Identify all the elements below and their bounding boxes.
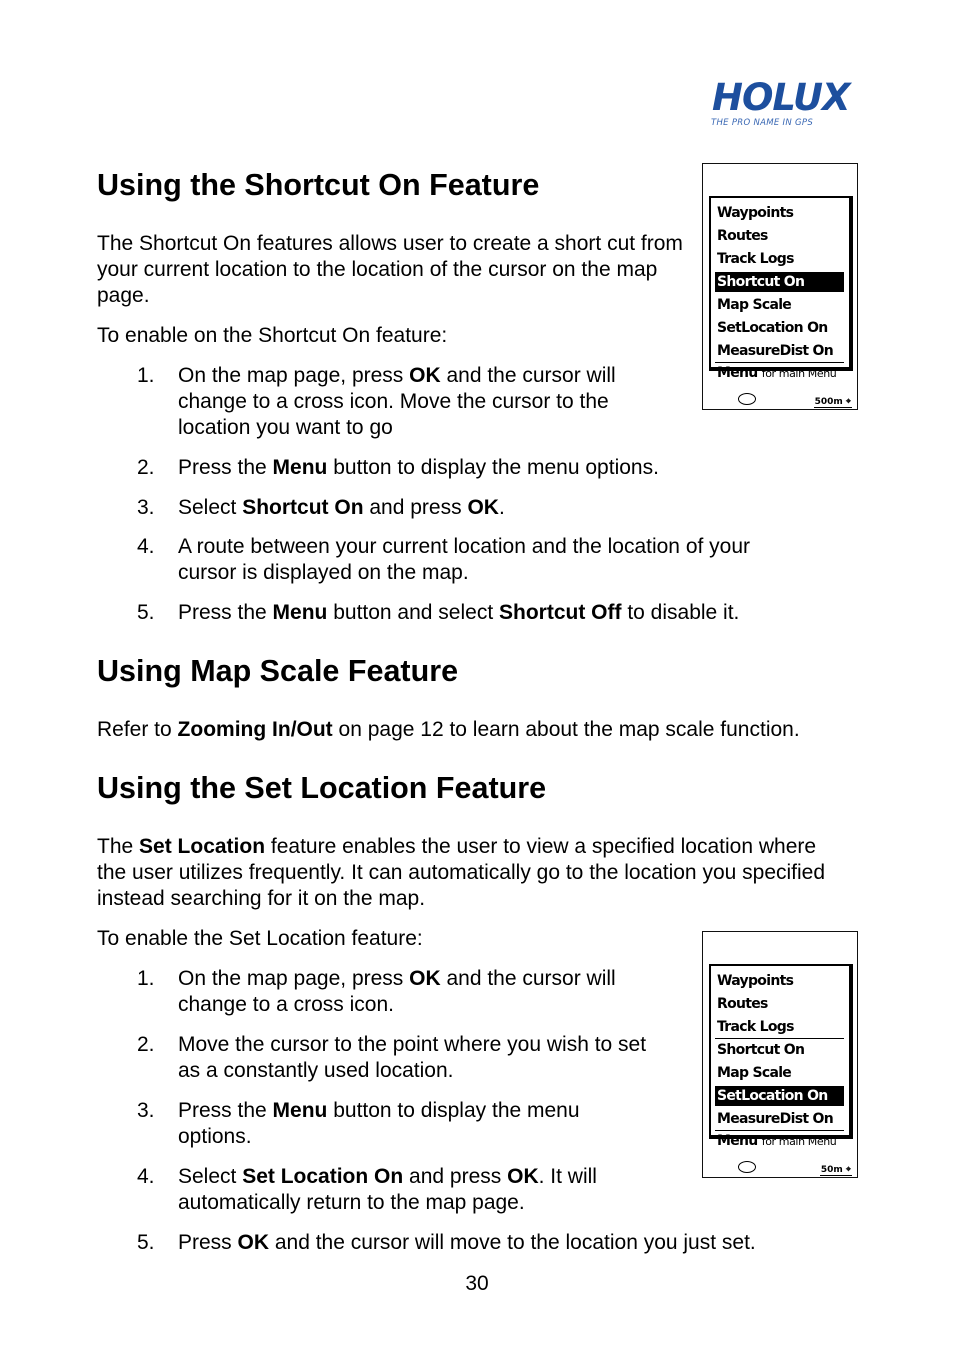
heading-set-location: Using the Set Location Feature <box>97 771 547 805</box>
menu-item: Map Scale <box>717 297 792 313</box>
menu-item: MeasureDist On <box>717 1111 833 1127</box>
list-text: On the map page, press OK and the cursor will change to a cross icon. Move the cursor to the location you want to go <box>178 364 616 439</box>
gps-menu-screenshot-shortcut <box>702 163 858 410</box>
compass-icon <box>738 1161 756 1173</box>
list-text: A route between your current location and the location of your cursor is displayed on the map. <box>178 535 751 584</box>
menu-item: Routes <box>717 228 768 244</box>
list-number: 3. <box>137 1099 155 1122</box>
list-number: 2. <box>137 1033 155 1056</box>
shortcut-enable-text: To enable on the Shortcut On feature: <box>97 324 448 347</box>
logo-tagline: THE PRO NAME IN GPS <box>711 118 814 128</box>
page-number: 30 <box>465 1272 489 1295</box>
menu-item-selected: SetLocation On <box>715 1086 844 1106</box>
set-location-enable-text: To enable the Set Location feature: <box>97 927 423 950</box>
heading-shortcut-on: Using the Shortcut On Feature <box>97 168 540 202</box>
list-number: 2. <box>137 456 155 479</box>
menu-item-selected: Shortcut On <box>715 272 844 292</box>
menu-divider <box>715 1038 844 1039</box>
list-text: Move the cursor to the point where you wish to set as a constantly used location. <box>178 1033 647 1082</box>
map-scale-indicator: 500m ⌖ <box>814 397 851 407</box>
gps-screen <box>709 964 853 1149</box>
logo-wordmark: HOLUX <box>712 76 850 119</box>
list-text: Select Shortcut On and press OK. <box>178 496 505 519</box>
map-scale-body: Refer to Zooming In/Out on page 12 to learn about the map scale function. <box>97 718 800 741</box>
holux-logo <box>706 74 850 138</box>
menu-item: Routes <box>717 996 768 1012</box>
list-number: 1. <box>137 364 155 387</box>
list-number: 3. <box>137 496 155 519</box>
shortcut-intro: The Shortcut On features allows user to create a short cut from your current location to the location of the cursor on the map page. <box>97 232 683 307</box>
list-number: 5. <box>137 1231 155 1254</box>
gps-menu-screenshot-setlocation <box>702 931 858 1178</box>
menu-item: Waypoints <box>717 205 794 221</box>
menu-item: SetLocation On <box>717 320 828 336</box>
menu-item: MeasureDist On <box>717 343 833 359</box>
compass-icon <box>738 393 756 405</box>
list-text: On the map page, press OK and the cursor will change to a cross icon. <box>178 967 616 1016</box>
heading-map-scale: Using Map Scale Feature <box>97 654 459 688</box>
menu-footer: Menu for main Menu <box>717 365 837 381</box>
set-location-intro: The Set Location feature enables the user to view a specified location where the user utilizes frequently. It can automatically go to the location you specified instead searching for it on the map. <box>97 835 826 910</box>
map-scale-indicator: 50m ⌖ <box>820 1165 851 1175</box>
menu-item: Map Scale <box>717 1065 792 1081</box>
menu-item: Track Logs <box>717 251 794 267</box>
list-text: Press the Menu button and select Shortcut Off to disable it. <box>178 601 740 624</box>
list-text: Press the Menu button to display the menu options. <box>178 1099 580 1148</box>
list-text: Press the Menu button to display the menu options. <box>178 456 659 479</box>
menu-footer: Menu for main Menu <box>717 1133 837 1149</box>
list-number: 4. <box>137 1165 155 1188</box>
list-number: 1. <box>137 967 155 990</box>
menu-item: Track Logs <box>717 1019 794 1035</box>
menu-item: Shortcut On <box>717 1042 805 1058</box>
list-number: 5. <box>137 601 155 624</box>
gps-screen <box>709 196 853 381</box>
menu-item: Waypoints <box>717 973 794 989</box>
list-text: Press OK and the cursor will move to the location you just set. <box>178 1231 756 1254</box>
list-number: 4. <box>137 535 155 558</box>
list-text: Select Set Location On and press OK. It will automatically return to the map page. <box>178 1165 597 1214</box>
